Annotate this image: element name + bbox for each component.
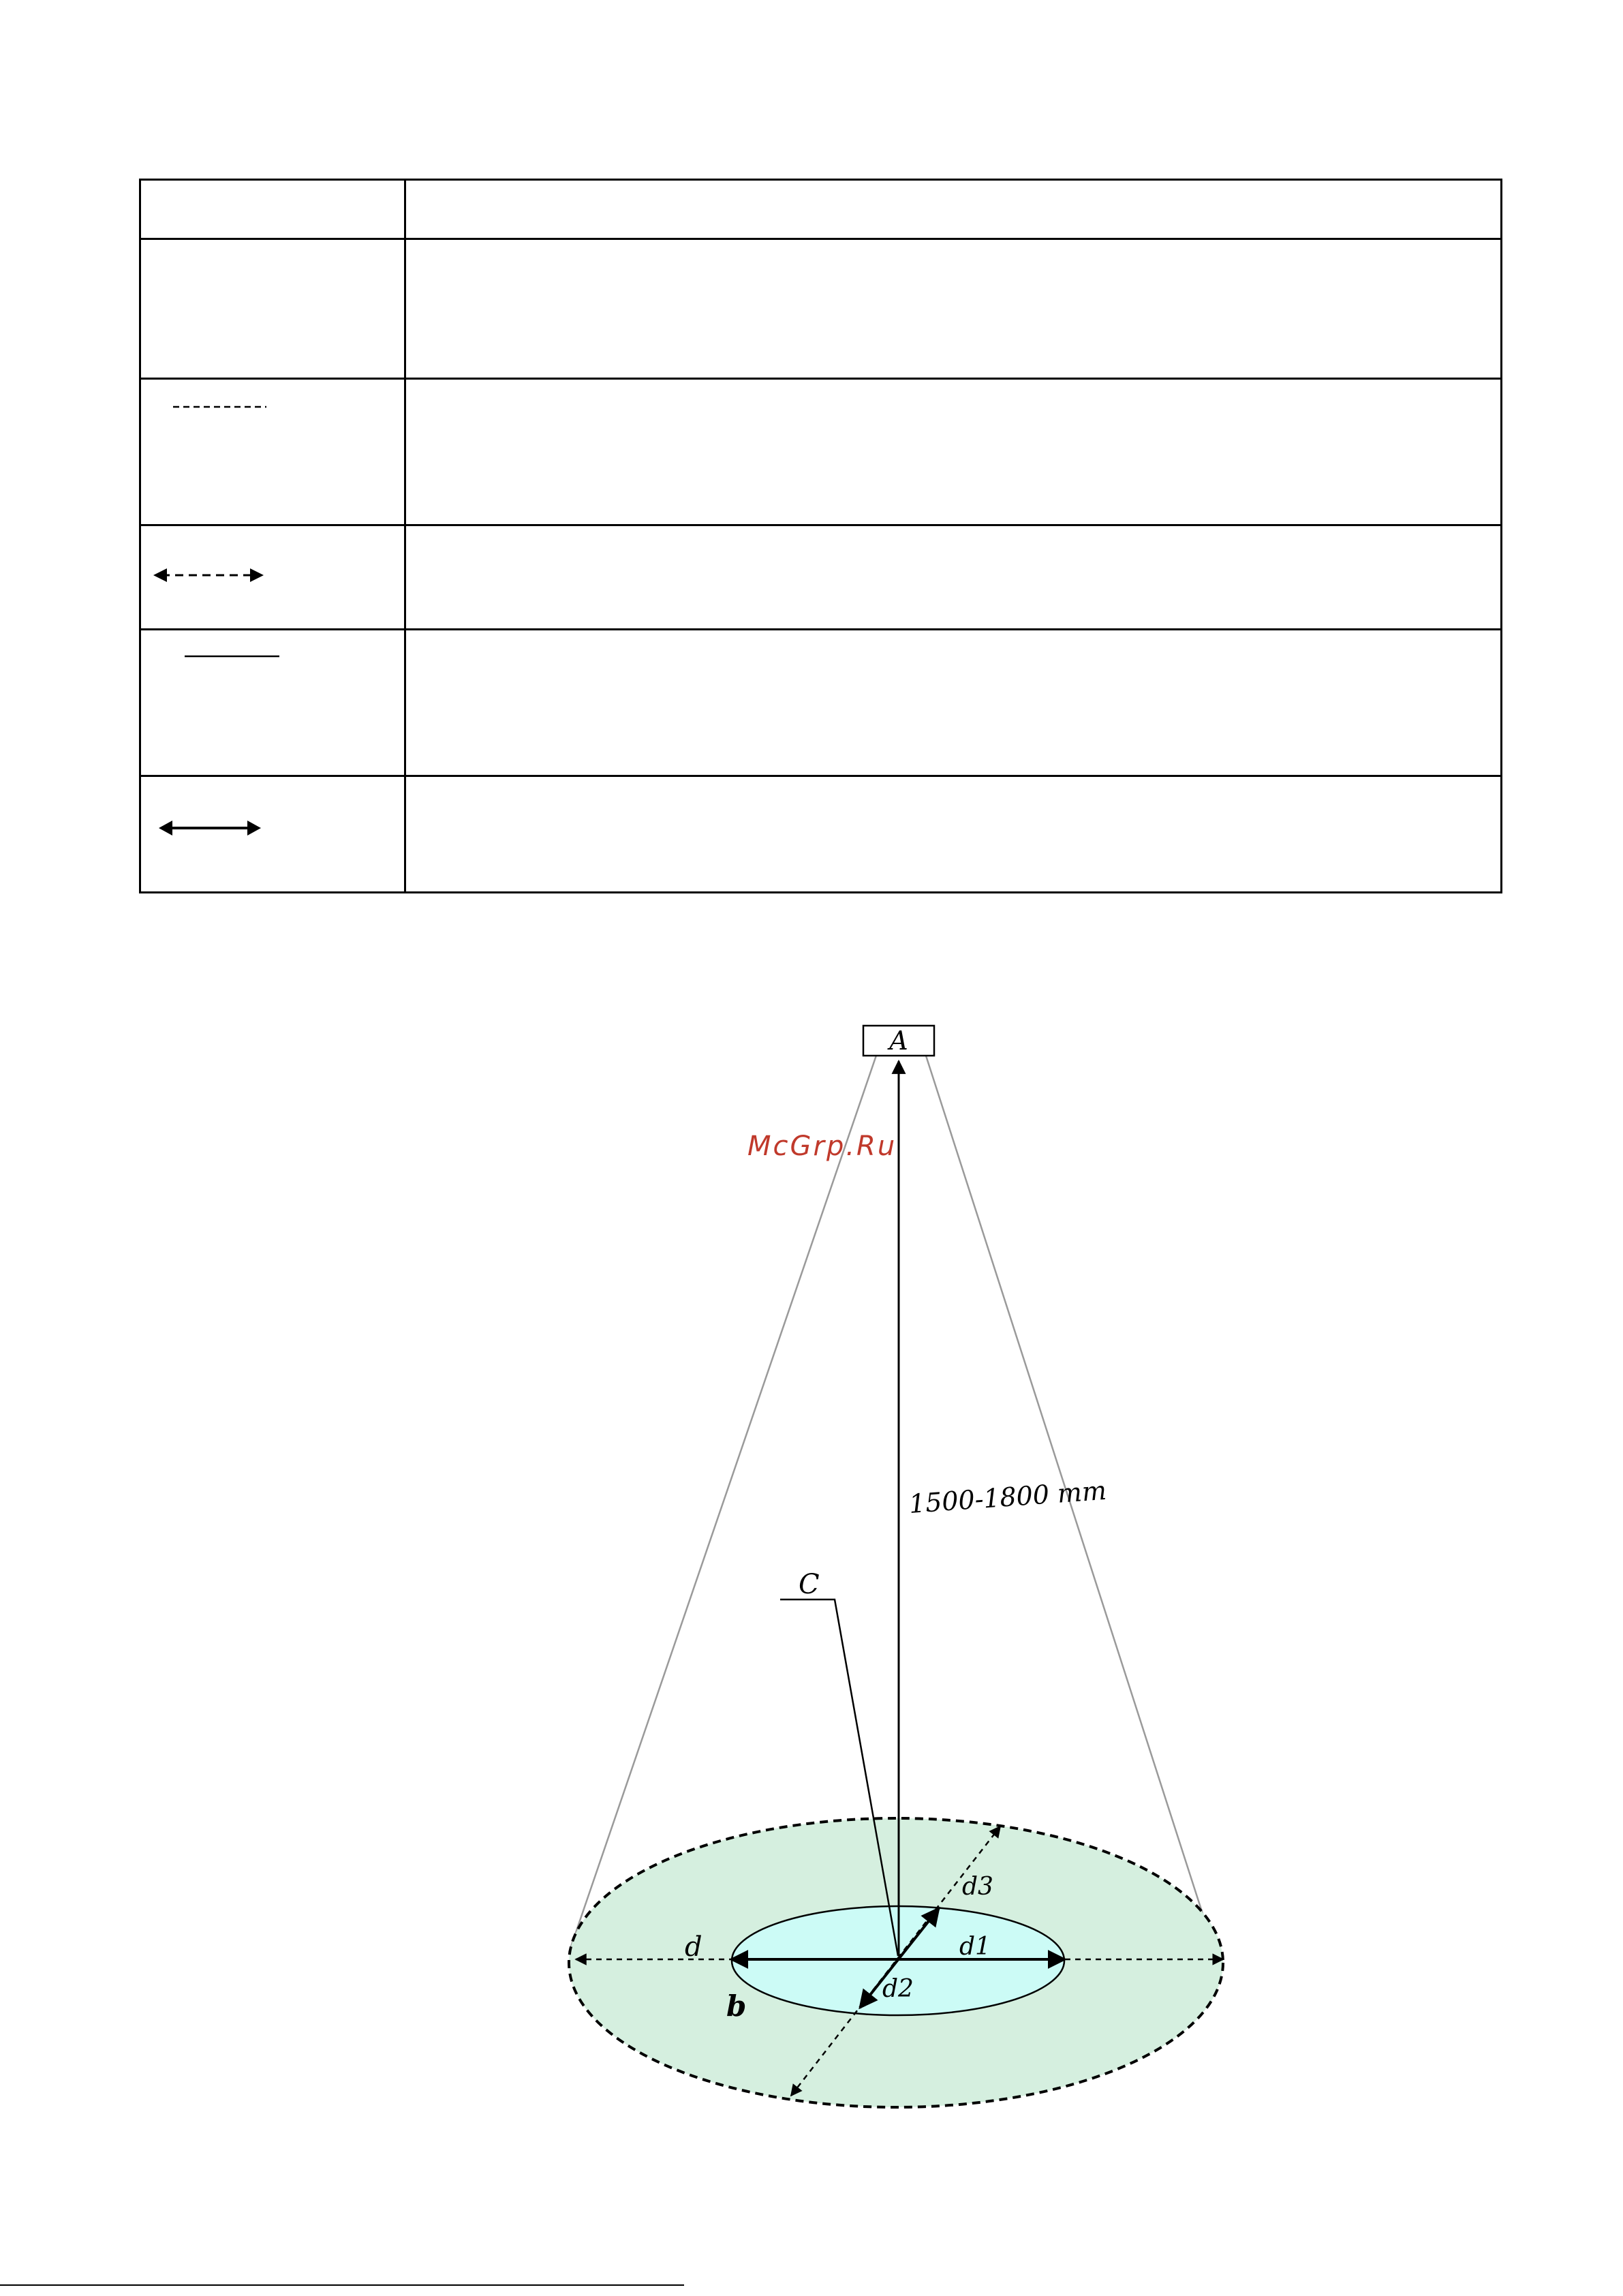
label-b: b [726,1989,747,2023]
footnote-rule [0,2284,684,2286]
label-d2: d2 [882,1975,914,2003]
label-d3: d3 [962,1873,993,1901]
height-label: 1500-1800 mm [908,1475,1108,1519]
label-a: A [889,1026,908,1056]
label-d1: d1 [959,1933,991,1961]
label-d: d [685,1931,702,1963]
watermark-text: McGrp.Ru [747,1131,897,1162]
cone-left-edge [569,1052,878,1953]
label-c: C [799,1569,820,1600]
